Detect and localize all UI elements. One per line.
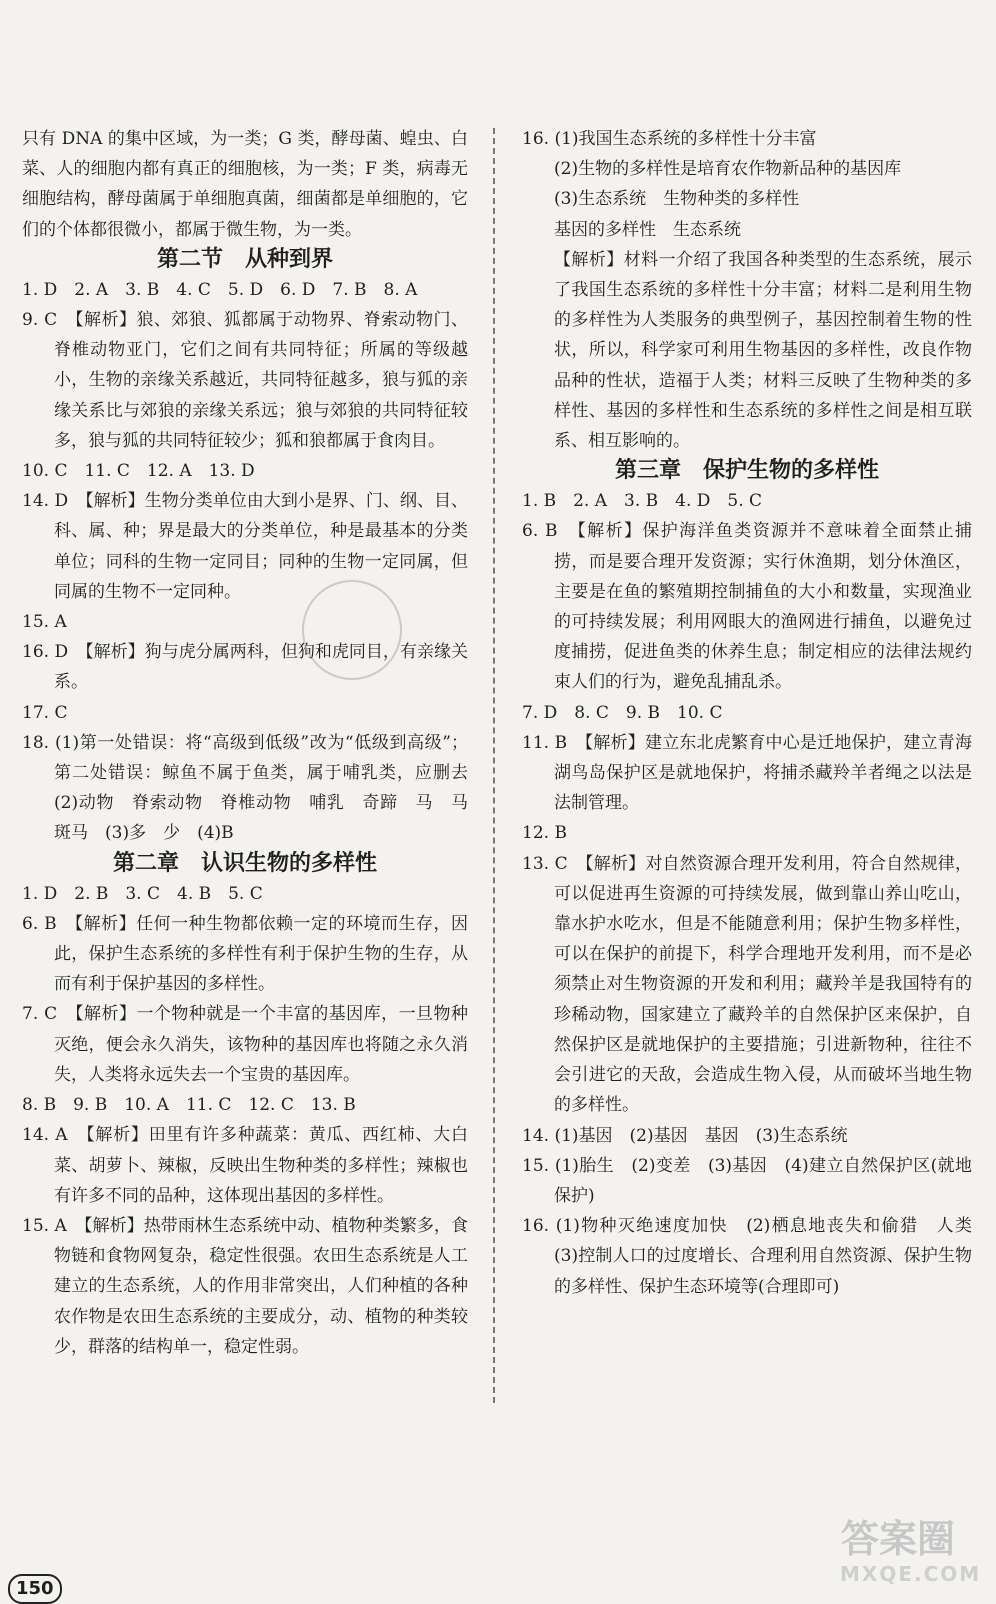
answer-item: (2)生物的多样性是培育农作物新品种的基因库 [554,159,902,180]
right-column [522,124,989,1302]
answer-item: 6. B 【解析】任何一种生物都依赖一定的环境而生存，因此，保护生态系统的多样性有利于保护生物的生存，从而有利于保护基因的多样性。 [22,913,468,995]
answer-item: (3)生态系统 生物种类的多样性 [554,189,800,210]
answer-item: 14. A 【解析】田里有许多种蔬菜：黄瓜、西红柿、大白菜、胡萝卜、辣椒，反映出生物种类的多样性；辣椒也有许多不同的品种，这体现出基因的多样性。 [22,1125,468,1206]
answer-item: 1. B 2. A 3. B 4. D 5. C [522,491,763,512]
answer-item: 基因的多样性 生态系统 [554,219,741,240]
answer-item: 8. B 9. B 10. A 11. C 12. C 13. B [22,1095,356,1116]
answer-item: 10. C 11. C 12. A 13. D [22,461,255,482]
answer-item: 15. A 【解析】热带雨林生态系统中动、植物种类繁多，食物链和食物网复杂，稳定性很强。农田生态系统是人工建立的生态系统，人的作用非常突出，人们种植的各种农作物是农田生态系统的主要成分，动、植物的种类较少，群落的结构单一，稳定性弱。 [22,1215,468,1357]
section-heading: 第三章 保护生物的多样性 [614,458,879,484]
watermark-url: MXQE.COM [840,1562,982,1586]
answer-item: 16. (1)物种灭绝速度加快 (2)栖息地丧失和偷猎 人类 (3)控制人口的过度增长、合理利用自然资源、保护生物的多样性、保护生态环境等(合理即可) [522,1216,989,1297]
left-column [22,124,485,1362]
answer-item: 9. C 【解析】狼、郊狼、狐都属于动物界、脊索动物门、脊椎动物亚门，它们之间有共同特征；所属的等级越小，生物的亲缘关系越近，共同特征越多，狼与狐的亲缘关系比与郊狼的亲缘关系远；狼与郊狼的共同特征较多，狼与狐的共同特征较少；狐和狼都属于食肉目。 [22,310,468,451]
answer-item: 12. B [522,823,567,844]
section-heading: 第二节 从种到界 [156,246,333,272]
answer-item: 7. C 【解析】一个物种就是一个丰富的基因库，一旦物种灭绝，便会永久消失，该物种的基因库也将随之永久消失，人类将永远失去一个宝贵的基因库。 [22,1004,468,1085]
answer-item: 7. D 8. C 9. B 10. C [522,702,723,723]
answer-item: 18. (1)第一处错误：将“高级到低级”改为“低级到高级”；第二处错误：鲸鱼不属于鱼类，属于哺乳类，应删去 (2)动物 脊索动物 脊椎动物 哺乳 奇蹄 马 马 斑马 (3)多 少 (4)B [22,732,485,844]
page-number: 150 [8,1574,62,1604]
answer-item: 16. D 【解析】狗与虎分属两科，但狗和虎同目，有亲缘关系。 [22,642,468,693]
answer-item: 15. A [22,612,67,633]
answer-item: 只有 DNA 的集中区域，为一类；G 类，酵母菌、蝗虫、白菜、人的细胞内都有真正的细胞核，为一类；F 类，病毒无细胞结构，酵母菌属于单细胞真菌，细菌都是单细胞的，它们的个体都很微小，都属于微生物，为一类。 [22,129,468,240]
column-divider [493,128,495,1403]
answer-item: 6. B 【解析】保护海洋鱼类资源并不意味着全面禁止捕捞，而是要合理开发资源；实行休渔期，划分休渔区，主要是在鱼的繁殖期控制捕鱼的大小和数量，实现渔业的可持续发展；利用网眼大的渔网进行捕鱼，以避免过度捕捞，促进鱼类的休养生息；制定相应的法律法规约束人们的行为，避免乱捕乱杀。 [522,521,972,693]
answer-item: 17. C [22,702,68,723]
answer-item: 11. B 【解析】建立东北虎繁育中心是迁地保护，建立青海湖鸟岛保护区是就地保护，将捕杀藏羚羊者绳之以法是法制管理。 [522,732,972,814]
answer-item: 【解析】材料一介绍了我国各种类型的生态系统，展示了我国生态系统的多样性十分丰富；材料二是利用生物的多样性为人类服务的典型例子，基因控制着生物的性状，所以，科学家可利用生物基因的多样性，改良作物品种的性状，造福于人类；材料三反映了生物种类的多样性、基因的多样性和生态系统的多样性之间是相互联系、相互影响的。 [554,249,972,452]
answer-item: 13. C 【解析】对自然资源合理开发利用，符合自然规律，可以促进再生资源的可持续发展，做到靠山养山吃山，靠水护水吃水，但是不能随意利用；保护生物多样性，可以在保护的前提下，科学合理地开发利用，而不是必须禁止对生物资源的开发和利用；藏羚羊是我国特有的珍稀动物，国家建立了藏羚羊的自然保护区来保护，自然保护区是就地保护的主要措施；引进新物种，往往不会引进它的天敌，会造成生物入侵，从而破坏当地生物的多样性。 [522,853,972,1116]
watermark-logo: 答案圈 [840,1517,955,1561]
answer-item: 14. D 【解析】生物分类单位由大到小是界、门、纲、目、科、属、种；界是最大的分类单位，种是最基本的分类单位；同科的生物一定同目；同种的生物一定同属，但同属的生物不一定同种。 [22,491,468,602]
answer-item: 15. (1)胎生 (2)变差 (3)基因 (4)建立自然保护区(就地保护) [522,1155,972,1206]
answer-item: 14. (1)基因 (2)基因 基因 (3)生态系统 [522,1125,848,1146]
section-heading: 第二章 认识生物的多样性 [112,850,377,876]
answer-item: 16. (1)我国生态系统的多样性十分丰富 [522,129,817,149]
stamp-seal [302,580,402,680]
answer-item: 1. D 2. A 3. B 4. C 5. D 6. D 7. B 8. A [22,279,418,300]
answer-item: 1. D 2. B 3. C 4. B 5. C [22,883,263,904]
